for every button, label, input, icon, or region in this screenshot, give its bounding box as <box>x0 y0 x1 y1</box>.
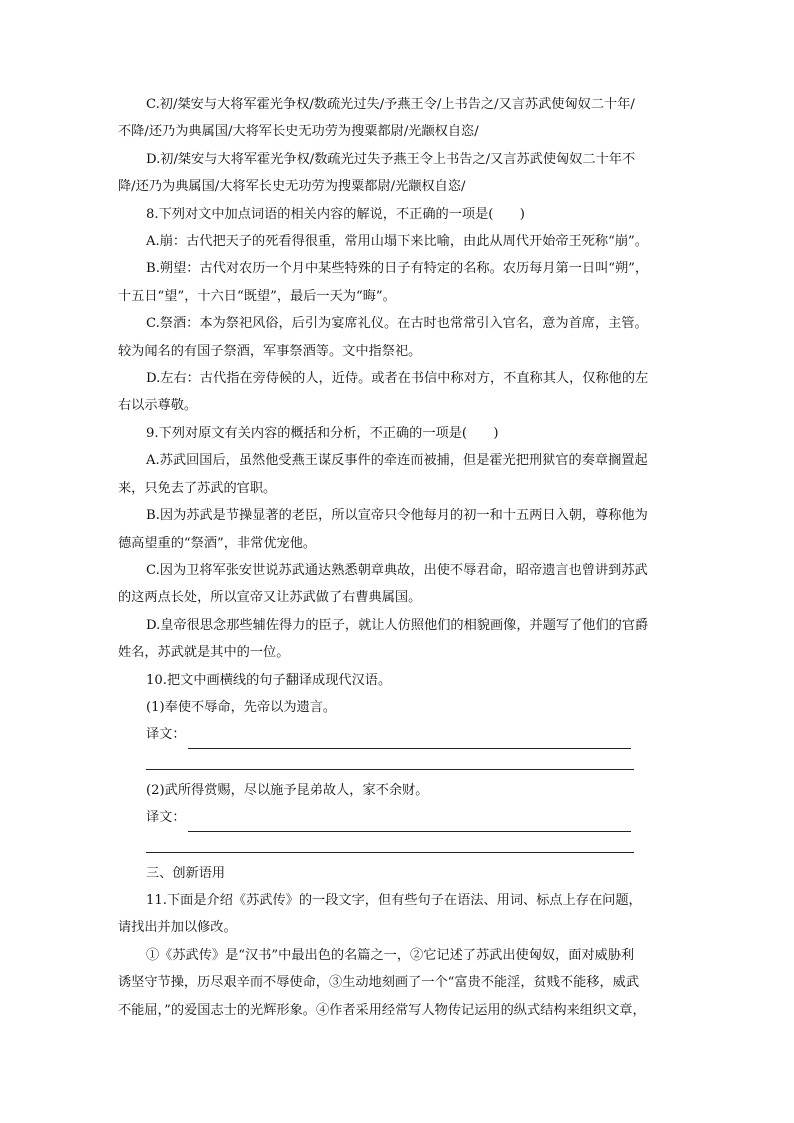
answer-blank-line[interactable] <box>146 832 634 853</box>
text-line: 的这两点长处，所以宣帝又让苏武做了右曹典属国。 <box>118 590 422 606</box>
q10-item-2: (2)武所得赏赐，尽以施予昆弟故人，家不余财。 <box>146 782 429 798</box>
passage-lines <box>118 91 686 721</box>
text-line: A.崩：古代把天子的死看得很重，常用山塌下来比喻，由此从周代开始帝王死称“崩”。 <box>146 234 648 250</box>
text-line: (1)奉使不辱命，先帝以为遗言。 <box>146 699 337 715</box>
text-line: 来，只免去了苏武的官职。 <box>118 480 277 496</box>
translation-row-2a <box>118 804 686 831</box>
text-line: D.左右：古代指在旁侍候的人，近侍。或者在书信中称对方，不直称其人，仅称他的左 <box>146 371 649 387</box>
text-line: A.苏武回国后，虽然他受燕王谋反事件的牵连而被捕，但是霍光把刑狱官的奏章搁置起 <box>146 453 648 469</box>
text-line: C.初/桀安与大将军霍光争权/数疏光过失/予燕王令/上书告之/又言苏武使匈奴二十年/ <box>146 97 635 112</box>
text-line: C.因为卫将军张安世说苏武通达熟悉朝章典故，出使不辱君命，昭帝遗言也曾讲到苏武 <box>146 562 648 578</box>
text-line: ①《苏武传》是“汉书”中最出色的名篇之一，②它记述了苏武出使匈奴，面对威胁利 <box>146 947 635 963</box>
text-line: 8.下列对文中加点词语的相关内容的解说，不正确的一项是( ) <box>146 206 525 222</box>
answer-blank-line[interactable] <box>146 749 634 770</box>
text-line: 德高望重的“祭酒”，非常优宠他。 <box>118 535 317 551</box>
text-line: 10.把文中画横线的句子翻译成现代汉语。 <box>146 672 392 688</box>
text-line: C.祭酒：本为祭祀风俗，后引为宴席礼仪。在古时也常常引入官名，意为首席，主管。 <box>146 316 648 332</box>
text-line: 不能屈，”的爱国志士的光辉形象。④作者采用经常写人物传记运用的纵式结构来组织文章， <box>118 1002 646 1018</box>
text-line: 请找出并加以修改。 <box>118 920 237 936</box>
text-line: 右以示尊敬。 <box>118 398 198 414</box>
question-11 <box>118 887 686 1024</box>
text-line: 降/还乃为典属国/大将军长史无功劳为搜粟都尉/光颛权自恣/ <box>118 179 466 195</box>
text-line: 11.下面是介绍《苏武传》的一段文字，但有些句子在语法、用词、标点上存在问题， <box>146 892 642 908</box>
text-line: 十五日“望”，十六日“既望”，最后一天为“晦”。 <box>118 288 396 304</box>
text-line: 诱坚守节操，历尽艰辛而不辱使命，③生动地刻画了一个“富贵不能淫，贫贱不能移，威武 <box>118 975 640 991</box>
text-line: 姓名，苏武就是其中的一位。 <box>118 645 290 661</box>
translation-label: 译文： <box>146 810 186 826</box>
translation-row-1a <box>118 721 686 748</box>
translation-label: 译文： <box>146 727 186 743</box>
text-line: B.朔望：古代对农历一个月中某些特殊的日子有特定的名称。农历每月第一日叫“朔”， <box>146 261 649 277</box>
answer-blank-line[interactable] <box>188 815 631 832</box>
document-page <box>118 91 686 1024</box>
text-line: 9.下列对原文有关内容的概括和分析，不正确的一项是( ) <box>146 425 499 441</box>
answer-blank-line[interactable] <box>188 732 631 749</box>
text-line: D.皇帝很思念那些辅佐得力的臣子，就让人仿照他们的相貌画像，并题写了他们的官爵 <box>146 617 649 633</box>
text-line: 不降/还乃为典属国/大将军长史无功劳为搜粟都尉/光颛权自恣/ <box>118 124 479 140</box>
text-line: D.初/桀安与大将军霍光争权/数疏光过失予燕王令上书告之/又言苏武使匈奴二十年不 <box>146 151 636 167</box>
text-line: B.因为苏武是节操显著的老臣，所以宣帝只令他每月的初一和十五两日入朝，尊称他为 <box>146 508 648 524</box>
text-line: 较为闻名的有国子祭酒，军事祭酒等。文中指祭祀。 <box>118 343 422 359</box>
section-title: 三、创新语用 <box>146 865 226 881</box>
